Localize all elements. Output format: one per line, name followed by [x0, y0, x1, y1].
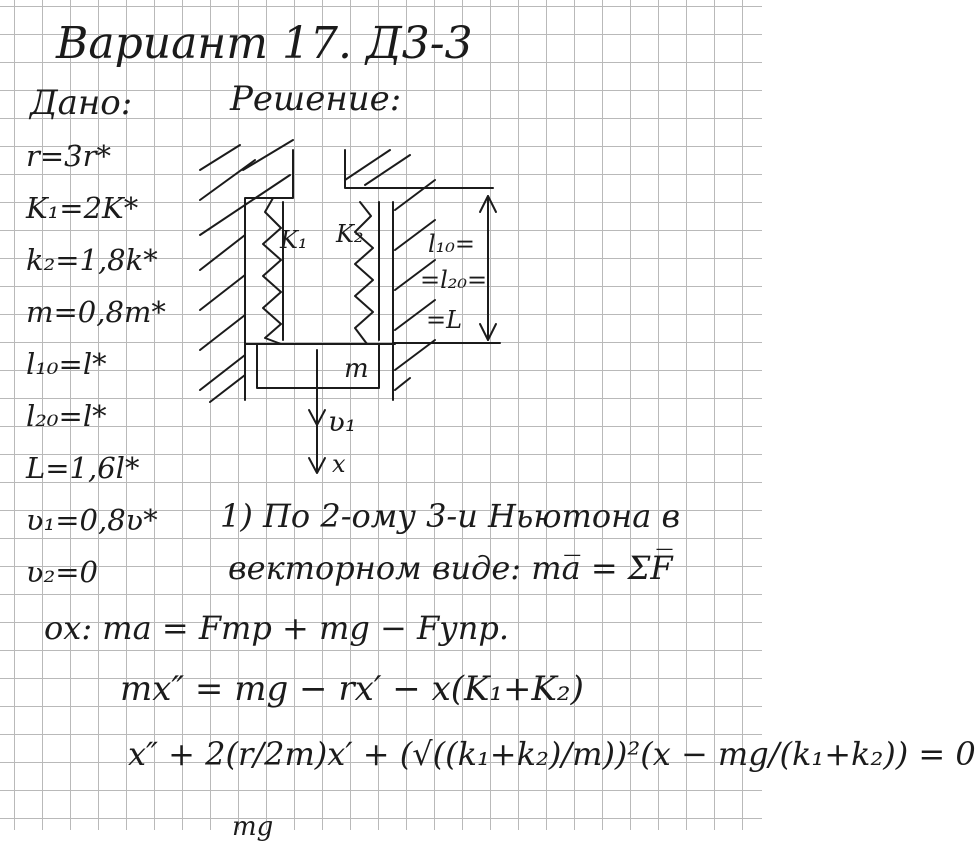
given-item: L=1,6l* — [26, 451, 140, 485]
given-item: m=0,8m* — [26, 295, 166, 329]
given-item: k₂=1,8k* — [26, 243, 158, 277]
length-label-line-1: l₁₀= — [428, 230, 476, 258]
equation-projection: ox: ma = Fтр + mg − Fупр. — [44, 609, 510, 647]
length-label-line-2: =l₂₀= — [420, 266, 488, 294]
page-title: Вариант 17. Д3-3 — [56, 18, 473, 69]
given-item: l₁₀=l* — [26, 347, 107, 381]
given-item: r=3r* — [26, 139, 111, 173]
given-item: ʋ₁=0,8ʋ* — [26, 503, 158, 537]
equation-motion: mx″ = mg − rx′ − x(K₁+K₂) — [120, 669, 584, 709]
left-wall — [245, 150, 293, 400]
step-1-line-1: 1) По 2-ому 3-и Ньютона в — [220, 497, 681, 535]
equation-normalized: x″ + 2(r/2m)x′ + (√((k₁+k₂)/m))²(x − mg/(k₁+k₂)) = 0 — [128, 735, 976, 773]
given-heading: Дано: — [30, 83, 133, 123]
spring-1-label: K₁ — [280, 226, 308, 254]
spring-1 — [263, 198, 281, 344]
velocity-label: ʋ₁ — [328, 405, 357, 438]
left-wall-hatching — [200, 140, 293, 402]
solution-heading: Решение: — [230, 79, 402, 119]
right-wall — [345, 150, 493, 188]
length-label-line-3: =L — [426, 306, 463, 334]
given-item: K₁=2K* — [26, 191, 139, 225]
spring-2-label: K₂ — [336, 220, 364, 248]
mass-label: m — [344, 354, 369, 384]
given-list — [26, 130, 166, 598]
equation-cutoff: mg — [232, 812, 274, 842]
given-item: l₂₀=l* — [26, 399, 107, 433]
given-item: ʋ₂=0 — [26, 555, 99, 589]
axis-label: x — [332, 450, 346, 478]
step-1-line-2: векторном виде: ma̅ = ΣF̅ — [228, 549, 673, 587]
